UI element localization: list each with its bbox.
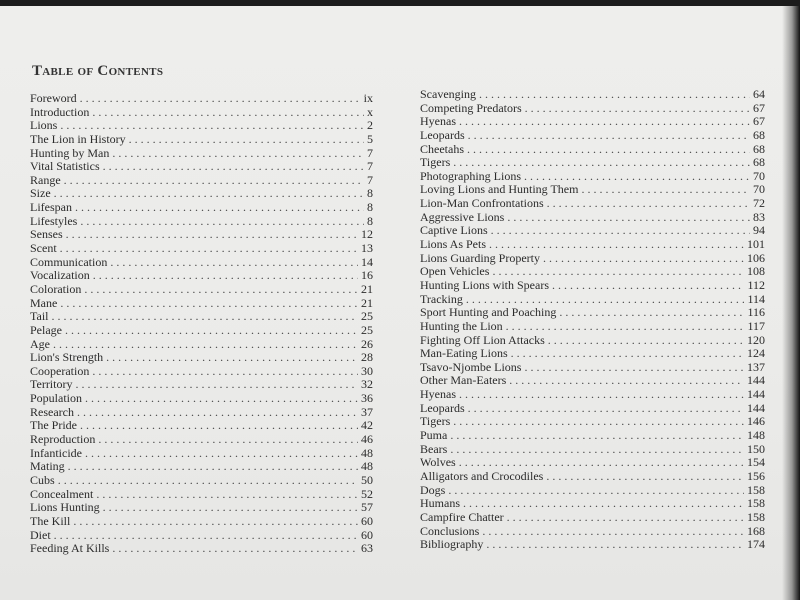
toc-entry bbox=[420, 279, 765, 293]
toc-entry bbox=[30, 228, 373, 242]
toc-entry bbox=[30, 351, 373, 365]
toc-entry-title: Senses bbox=[30, 228, 63, 242]
toc-entry bbox=[30, 392, 373, 406]
dot-leader bbox=[77, 406, 358, 420]
dot-leader bbox=[60, 297, 358, 311]
toc-entry-title: Cheetahs bbox=[420, 142, 464, 156]
toc-entry-title: Captive Lions bbox=[420, 224, 488, 238]
toc-entry-page-number: 83 bbox=[753, 210, 765, 224]
toc-entry-page-number: 14 bbox=[361, 255, 373, 269]
toc-entry bbox=[420, 347, 765, 361]
toc-entry-title: Hunting by Man bbox=[30, 146, 110, 160]
toc-entry bbox=[30, 201, 373, 215]
toc-entry bbox=[420, 429, 765, 443]
toc-entry-page-number: 63 bbox=[361, 542, 373, 556]
toc-entry-page-number: 117 bbox=[747, 319, 765, 333]
toc-entry bbox=[30, 256, 373, 270]
dot-leader bbox=[491, 224, 750, 238]
dot-leader bbox=[54, 187, 364, 201]
toc-entry-title: Humans bbox=[420, 497, 460, 511]
toc-entry-title: Open Vehicles bbox=[420, 265, 490, 279]
dot-leader bbox=[466, 293, 745, 307]
toc-entry bbox=[30, 419, 373, 433]
toc-entry-page-number: 60 bbox=[361, 528, 373, 542]
toc-column-right bbox=[420, 88, 765, 552]
toc-entry-page-number: 21 bbox=[361, 282, 373, 296]
toc-entry-title: Fighting Off Lion Attacks bbox=[420, 333, 545, 347]
toc-entry-page-number: 36 bbox=[361, 392, 373, 406]
toc-entry bbox=[30, 269, 373, 283]
toc-entry-title: Tigers bbox=[420, 415, 451, 429]
toc-entry-title: Lions Hunting bbox=[30, 501, 100, 515]
dot-leader bbox=[581, 183, 750, 197]
toc-entry-title: Territory bbox=[30, 378, 73, 392]
toc-entry-title: Lion's Strength bbox=[30, 351, 104, 365]
toc-entry-title: Introduction bbox=[30, 105, 90, 119]
toc-entry-page-number: 25 bbox=[361, 310, 373, 324]
toc-entry-page-number: 26 bbox=[361, 337, 373, 351]
dot-leader bbox=[53, 338, 358, 352]
toc-entry-title: Tigers bbox=[420, 156, 451, 170]
toc-entry-page-number: 150 bbox=[747, 442, 765, 456]
toc-entry-title: Vocalization bbox=[30, 269, 90, 283]
dot-leader bbox=[73, 515, 358, 529]
toc-entry-page-number: 68 bbox=[753, 156, 765, 170]
toc-entry-title: Cubs bbox=[30, 473, 55, 487]
dot-leader bbox=[58, 474, 358, 488]
dot-leader bbox=[68, 460, 358, 474]
dot-leader bbox=[463, 497, 744, 511]
toc-entry bbox=[420, 470, 765, 484]
toc-entry-page-number: 68 bbox=[753, 128, 765, 142]
toc-entry-title: Sport Hunting and Poaching bbox=[420, 306, 557, 320]
toc-entry bbox=[30, 447, 373, 461]
toc-entry bbox=[30, 187, 373, 201]
toc-entry-page-number: 37 bbox=[361, 405, 373, 419]
toc-entry bbox=[420, 525, 765, 539]
toc-entry-page-number: 25 bbox=[361, 323, 373, 337]
dot-leader bbox=[509, 374, 744, 388]
dot-leader bbox=[524, 361, 744, 375]
toc-entry-title: Other Man-Eaters bbox=[420, 374, 507, 388]
toc-entry-page-number: 67 bbox=[753, 101, 765, 115]
toc-entry bbox=[30, 133, 373, 147]
toc-entry bbox=[420, 484, 765, 498]
toc-entry bbox=[30, 297, 373, 311]
toc-entry bbox=[30, 515, 373, 529]
toc-entry-title: Leopards bbox=[420, 401, 465, 415]
toc-entry-page-number: 8 bbox=[367, 187, 373, 201]
toc-entry-page-number: 124 bbox=[747, 347, 765, 361]
toc-entry bbox=[420, 143, 765, 157]
toc-entry-title: Lions As Pets bbox=[420, 238, 487, 252]
dot-leader bbox=[468, 402, 744, 416]
toc-entry-title: Size bbox=[30, 187, 51, 201]
dot-leader bbox=[547, 197, 750, 211]
toc-entry-page-number: 144 bbox=[747, 374, 765, 388]
dot-leader bbox=[60, 119, 364, 133]
dot-leader bbox=[453, 156, 750, 170]
toc-entry-title: Photographing Lions bbox=[420, 169, 521, 183]
toc-entry-page-number: 144 bbox=[747, 388, 765, 402]
toc-entry bbox=[30, 460, 373, 474]
toc-entry-page-number: 46 bbox=[361, 433, 373, 447]
toc-entry-page-number: ix bbox=[363, 92, 373, 105]
toc-entry-page-number: 116 bbox=[747, 306, 765, 320]
toc-entry bbox=[420, 306, 765, 320]
toc-entry-page-number: 5 bbox=[367, 132, 373, 146]
toc-entry bbox=[30, 406, 373, 420]
toc-entry-title: Cooperation bbox=[30, 364, 90, 378]
toc-entry bbox=[420, 170, 765, 184]
toc-entry bbox=[420, 88, 765, 102]
toc-entry-title: The Lion in History bbox=[30, 132, 126, 146]
toc-entry-page-number: 7 bbox=[367, 173, 373, 187]
toc-entry-title: Aggressive Lions bbox=[420, 210, 505, 224]
toc-entry-title: The Kill bbox=[30, 514, 71, 528]
toc-entry-page-number: 50 bbox=[361, 473, 373, 487]
toc-entry-title: Feeding At Kills bbox=[30, 542, 110, 556]
toc-entry-page-number: 154 bbox=[747, 456, 765, 470]
toc-entry-title: Alligators and Crocodiles bbox=[420, 469, 544, 483]
toc-entry-title: Vital Statistics bbox=[30, 160, 100, 174]
toc-entry-page-number: 108 bbox=[747, 265, 765, 279]
toc-entry-title: Lions bbox=[30, 119, 58, 133]
toc-entry-page-number: 114 bbox=[747, 292, 765, 306]
toc-entry-title: Hunting Lions with Spears bbox=[420, 278, 549, 292]
toc-entry bbox=[30, 501, 373, 515]
toc-entry bbox=[30, 378, 373, 392]
toc-entry-title: Lifestyles bbox=[30, 214, 78, 228]
toc-entry bbox=[420, 197, 765, 211]
toc-entry-page-number: 101 bbox=[747, 238, 765, 252]
toc-entry-page-number: 72 bbox=[753, 197, 765, 211]
dot-leader bbox=[110, 256, 358, 270]
dot-leader bbox=[543, 252, 744, 266]
dot-leader bbox=[96, 488, 358, 502]
dot-leader bbox=[489, 238, 744, 252]
toc-entry-title: Loving Lions and Hunting Them bbox=[420, 183, 579, 197]
dot-leader bbox=[92, 365, 358, 379]
toc-entry bbox=[30, 283, 373, 297]
toc-entry-title: Campfire Chatter bbox=[420, 510, 504, 524]
toc-entry-page-number: 57 bbox=[361, 501, 373, 515]
toc-entry-title: Pelage bbox=[30, 323, 62, 337]
toc-entry-title: Tail bbox=[30, 310, 49, 324]
dot-leader bbox=[459, 115, 750, 129]
dot-leader bbox=[525, 102, 750, 116]
dot-leader bbox=[85, 447, 358, 461]
toc-entry-title: Hyenas bbox=[420, 388, 456, 402]
toc-entry-title: Diet bbox=[30, 528, 51, 542]
toc-entry bbox=[30, 529, 373, 543]
toc-entry bbox=[30, 106, 373, 120]
dot-leader bbox=[85, 392, 358, 406]
toc-entry-page-number: 68 bbox=[753, 142, 765, 156]
toc-entry-title: Lifespan bbox=[30, 201, 72, 215]
toc-entry-title: Hunting the Lion bbox=[420, 319, 503, 333]
toc-entry bbox=[420, 456, 765, 470]
dot-leader bbox=[64, 174, 364, 188]
toc-entry-page-number: 94 bbox=[753, 224, 765, 238]
toc-entry bbox=[420, 252, 765, 266]
dot-leader bbox=[468, 129, 750, 143]
toc-entry-page-number: 70 bbox=[753, 183, 765, 197]
toc-entry-title: Bears bbox=[420, 442, 448, 456]
toc-entry-title: Foreword bbox=[30, 92, 77, 105]
toc-column-left bbox=[30, 92, 373, 556]
toc-entry bbox=[420, 402, 765, 416]
dot-leader bbox=[129, 133, 364, 147]
toc-entry bbox=[30, 92, 373, 106]
dot-leader bbox=[84, 283, 358, 297]
dot-leader bbox=[98, 433, 358, 447]
toc-entry-page-number: 70 bbox=[753, 169, 765, 183]
toc-entry bbox=[420, 497, 765, 511]
dot-leader bbox=[546, 470, 744, 484]
dot-leader bbox=[506, 320, 745, 334]
toc-entry-title: Population bbox=[30, 392, 83, 406]
dot-leader bbox=[66, 228, 358, 242]
dot-leader bbox=[524, 170, 750, 184]
toc-entry-page-number: 168 bbox=[747, 524, 765, 538]
toc-entry-title: Concealment bbox=[30, 487, 94, 501]
toc-entry-page-number: x bbox=[367, 105, 373, 119]
toc-entry-page-number: 156 bbox=[747, 469, 765, 483]
toc-entry-page-number: 28 bbox=[361, 351, 373, 365]
toc-entry-title: Bibliography bbox=[420, 538, 484, 552]
toc-entry-title: Man-Eating Lions bbox=[420, 347, 508, 361]
toc-entry-page-number: 21 bbox=[361, 296, 373, 310]
toc-entry bbox=[420, 224, 765, 238]
toc-entry bbox=[420, 361, 765, 375]
toc-entry bbox=[30, 310, 373, 324]
toc-entry-title: Lions Guarding Property bbox=[420, 251, 540, 265]
dot-leader bbox=[548, 334, 744, 348]
toc-entry bbox=[420, 238, 765, 252]
dot-leader bbox=[459, 456, 744, 470]
book-page bbox=[0, 6, 800, 600]
toc-entry-title: Wolves bbox=[420, 456, 456, 470]
toc-entry bbox=[420, 511, 765, 525]
dot-leader bbox=[103, 160, 364, 174]
dot-leader bbox=[450, 443, 744, 457]
dot-leader bbox=[453, 415, 744, 429]
toc-entry bbox=[30, 119, 373, 133]
dot-leader bbox=[103, 501, 358, 515]
dot-leader bbox=[507, 511, 744, 525]
toc-entry bbox=[420, 320, 765, 334]
toc-entry-title: Hyenas bbox=[420, 115, 456, 129]
toc-entry-title: Scent bbox=[30, 242, 57, 256]
toc-entry bbox=[420, 211, 765, 225]
toc-entry-title: Research bbox=[30, 405, 74, 419]
toc-entry-page-number: 42 bbox=[361, 419, 373, 433]
dot-leader bbox=[65, 324, 358, 338]
toc-entry bbox=[420, 415, 765, 429]
toc-entry-page-number: 12 bbox=[361, 228, 373, 242]
toc-entry-page-number: 64 bbox=[753, 88, 765, 101]
dot-leader bbox=[552, 279, 744, 293]
toc-entry bbox=[420, 265, 765, 279]
dot-leader bbox=[92, 106, 364, 120]
toc-entry-page-number: 174 bbox=[747, 538, 765, 552]
dot-leader bbox=[112, 542, 358, 556]
dot-leader bbox=[75, 378, 358, 392]
dot-leader bbox=[80, 215, 364, 229]
dot-leader bbox=[559, 306, 744, 320]
toc-entry-title: Tracking bbox=[420, 292, 463, 306]
dot-leader bbox=[448, 484, 744, 498]
toc-entry-title: Reproduction bbox=[30, 433, 96, 447]
dot-leader bbox=[106, 351, 358, 365]
toc-entry-page-number: 7 bbox=[367, 146, 373, 160]
dot-leader bbox=[60, 242, 358, 256]
toc-entry bbox=[420, 293, 765, 307]
dot-leader bbox=[93, 269, 358, 283]
dot-leader bbox=[75, 201, 364, 215]
toc-entry bbox=[30, 160, 373, 174]
toc-entry-page-number: 148 bbox=[747, 429, 765, 443]
toc-entry bbox=[420, 374, 765, 388]
toc-entry-page-number: 144 bbox=[747, 401, 765, 415]
toc-entry bbox=[30, 474, 373, 488]
toc-entry-title: Age bbox=[30, 337, 50, 351]
toc-entry-title: Mane bbox=[30, 296, 58, 310]
toc-entry-page-number: 16 bbox=[361, 269, 373, 283]
toc-entry bbox=[30, 365, 373, 379]
toc-entry bbox=[420, 334, 765, 348]
toc-entry bbox=[420, 102, 765, 116]
toc-entry-page-number: 48 bbox=[361, 446, 373, 460]
toc-entry-title: Infanticide bbox=[30, 446, 82, 460]
toc-entry-title: Dogs bbox=[420, 483, 446, 497]
toc-entry bbox=[420, 183, 765, 197]
dot-leader bbox=[492, 265, 744, 279]
page-edge-shadow bbox=[782, 6, 800, 600]
toc-entry-page-number: 13 bbox=[361, 242, 373, 256]
toc-entry-page-number: 30 bbox=[361, 364, 373, 378]
dot-leader bbox=[507, 211, 750, 225]
toc-entry-title: Coloration bbox=[30, 282, 82, 296]
toc-entry-page-number: 158 bbox=[747, 510, 765, 524]
toc-entry-title: The Pride bbox=[30, 419, 77, 433]
toc-entry-title: Lion-Man Confrontations bbox=[420, 197, 544, 211]
toc-entry-page-number: 158 bbox=[747, 483, 765, 497]
toc-entry-page-number: 2 bbox=[367, 119, 373, 133]
toc-entry-title: Communication bbox=[30, 255, 108, 269]
toc-entry bbox=[30, 242, 373, 256]
toc-entry bbox=[420, 115, 765, 129]
dot-leader bbox=[80, 92, 361, 106]
toc-entry-title: Leopards bbox=[420, 128, 465, 142]
page-title: Table of Contents bbox=[32, 63, 164, 80]
dot-leader bbox=[80, 419, 358, 433]
toc-entry-page-number: 158 bbox=[747, 497, 765, 511]
toc-entry bbox=[420, 443, 765, 457]
toc-entry-title: Puma bbox=[420, 429, 448, 443]
toc-entry-page-number: 48 bbox=[361, 460, 373, 474]
dot-leader bbox=[112, 147, 364, 161]
toc-entry-title: Conclusions bbox=[420, 524, 480, 538]
dot-leader bbox=[486, 538, 744, 552]
toc-entry bbox=[30, 215, 373, 229]
toc-entry-page-number: 146 bbox=[747, 415, 765, 429]
toc-entry-page-number: 60 bbox=[361, 514, 373, 528]
toc-entry bbox=[30, 324, 373, 338]
toc-entry bbox=[30, 338, 373, 352]
dot-leader bbox=[482, 525, 744, 539]
dot-leader bbox=[52, 310, 359, 324]
toc-entry-page-number: 7 bbox=[367, 160, 373, 174]
toc-entry-page-number: 120 bbox=[747, 333, 765, 347]
toc-entry bbox=[420, 129, 765, 143]
dot-leader bbox=[459, 388, 744, 402]
toc-entry-page-number: 67 bbox=[753, 115, 765, 129]
dot-leader bbox=[450, 429, 744, 443]
toc-entry bbox=[420, 156, 765, 170]
toc-entry-page-number: 52 bbox=[361, 487, 373, 501]
toc-entry-title: Scavenging bbox=[420, 88, 476, 101]
toc-entry-page-number: 8 bbox=[367, 214, 373, 228]
toc-entry-page-number: 8 bbox=[367, 201, 373, 215]
toc-entry bbox=[30, 147, 373, 161]
toc-entry bbox=[420, 388, 765, 402]
toc-entry bbox=[30, 433, 373, 447]
toc-entry-page-number: 32 bbox=[361, 378, 373, 392]
toc-entry-page-number: 137 bbox=[747, 360, 765, 374]
toc-entry-page-number: 106 bbox=[747, 251, 765, 265]
toc-entry bbox=[420, 538, 765, 552]
toc-entry bbox=[30, 488, 373, 502]
toc-entry-title: Range bbox=[30, 173, 61, 187]
dot-leader bbox=[511, 347, 744, 361]
toc-entry bbox=[30, 174, 373, 188]
toc-entry-title: Tsavo-Njombe Lions bbox=[420, 360, 522, 374]
toc-entry-title: Competing Predators bbox=[420, 101, 522, 115]
dot-leader bbox=[467, 143, 750, 157]
toc-entry bbox=[30, 542, 373, 556]
dot-leader bbox=[479, 88, 750, 102]
toc-entry-page-number: 112 bbox=[747, 278, 765, 292]
dot-leader bbox=[54, 529, 358, 543]
toc-entry-title: Mating bbox=[30, 460, 65, 474]
